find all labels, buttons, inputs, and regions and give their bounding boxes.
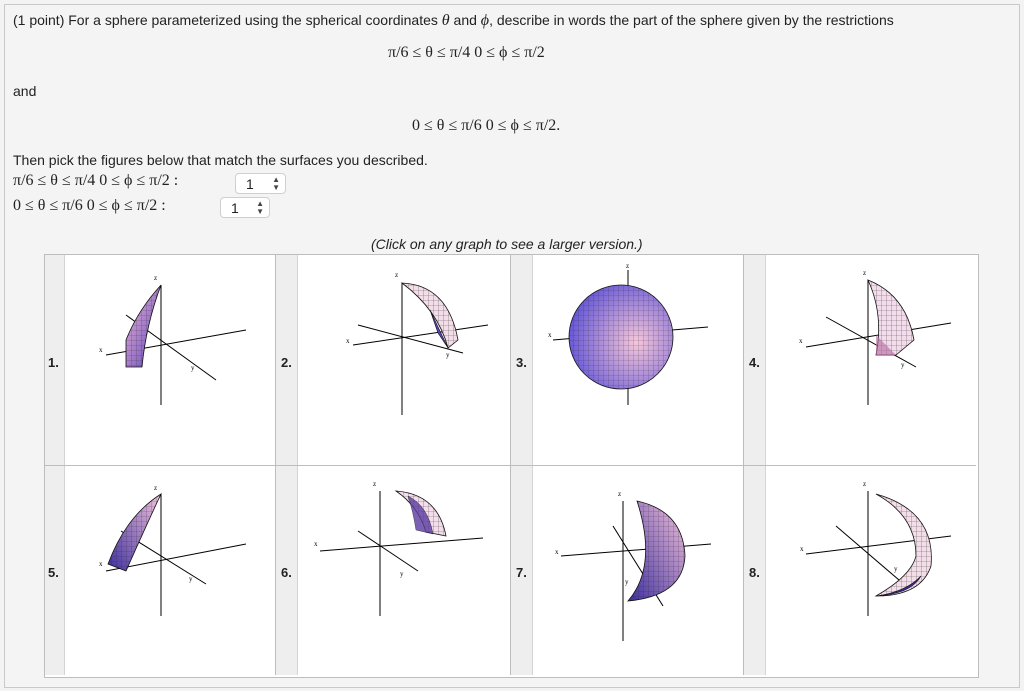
svg-text:y: y (446, 351, 450, 359)
svg-text:y: y (894, 565, 898, 573)
select-arrows-icon: ▲ ▼ (272, 175, 280, 192)
svg-text:y: y (625, 578, 629, 586)
select-arrows-icon: ▲ ▼ (256, 199, 264, 216)
intro-suffix: , describe in words the part of the sphere given by the restrictions (489, 12, 894, 28)
svg-text:x: x (548, 331, 552, 339)
figure-2-graph[interactable] (298, 255, 510, 465)
problem-intro (13, 12, 894, 29)
svg-text:z: z (154, 484, 158, 492)
svg-text:x: x (99, 346, 103, 354)
intro-prefix: (1 point) For a sphere parameterized using the spherical coordinates (13, 12, 442, 28)
answer-1-select[interactable] (235, 173, 286, 194)
figure-number-2: 2. (281, 355, 292, 370)
figure-number-3: 3. (516, 355, 527, 370)
restriction-1: π/6 ≤ θ ≤ π/4 0 ≤ ϕ ≤ π/2 (388, 44, 545, 61)
figure-8-graph[interactable] (766, 466, 976, 675)
answer-2-value: 1 (231, 199, 239, 216)
svg-text:y: y (901, 361, 905, 369)
svg-text:x: x (99, 560, 103, 568)
figure-number-8: 8. (749, 565, 760, 580)
figure-number-7: 7. (516, 565, 527, 580)
figure-number-6: 6. (281, 565, 292, 580)
figure-1-graph[interactable] (66, 255, 275, 465)
svg-text:z: z (626, 262, 630, 270)
and-label: and (13, 83, 37, 99)
svg-text:z: z (618, 490, 622, 498)
svg-text:x: x (314, 540, 318, 548)
svg-text:y: y (400, 570, 404, 578)
svg-text:x: x (555, 548, 559, 556)
instructions-text: Then pick the figures below that match the surfaces you described. (13, 152, 428, 168)
figure-number-5: 5. (48, 565, 59, 580)
figure-7-graph[interactable] (533, 466, 743, 675)
answer-2-select[interactable] (220, 197, 270, 218)
svg-text:x: x (800, 545, 804, 553)
svg-text:x: x (346, 337, 350, 345)
svg-text:z: z (863, 269, 867, 277)
figure-grid (44, 254, 979, 678)
figure-6-graph[interactable] (298, 466, 510, 675)
figure-number-1: 1. (48, 355, 59, 370)
figure-3-graph[interactable] (533, 255, 743, 465)
theta-symbol: θ (441, 12, 450, 29)
answer-1-label: π/6 ≤ θ ≤ π/4 0 ≤ ϕ ≤ π/2 : (13, 172, 179, 189)
svg-text:z: z (395, 271, 399, 279)
svg-text:y: y (191, 364, 195, 372)
svg-text:z: z (373, 480, 377, 488)
svg-text:x: x (799, 337, 803, 345)
restriction-2: 0 ≤ θ ≤ π/6 0 ≤ ϕ ≤ π/2. (412, 117, 561, 134)
answer-2-label: 0 ≤ θ ≤ π/6 0 ≤ ϕ ≤ π/2 : (13, 197, 166, 214)
svg-text:y: y (189, 575, 193, 583)
figure-number-4: 4. (749, 355, 760, 370)
graph-note: (Click on any graph to see a larger version.) (371, 236, 643, 252)
figure-5-graph[interactable] (66, 466, 275, 675)
answer-1-value: 1 (246, 175, 254, 192)
svg-text:z: z (863, 480, 867, 488)
and-word: and (449, 12, 481, 28)
svg-text:z: z (154, 274, 158, 282)
phi-symbol: ϕ (480, 12, 490, 29)
figure-4-graph[interactable] (766, 255, 976, 465)
